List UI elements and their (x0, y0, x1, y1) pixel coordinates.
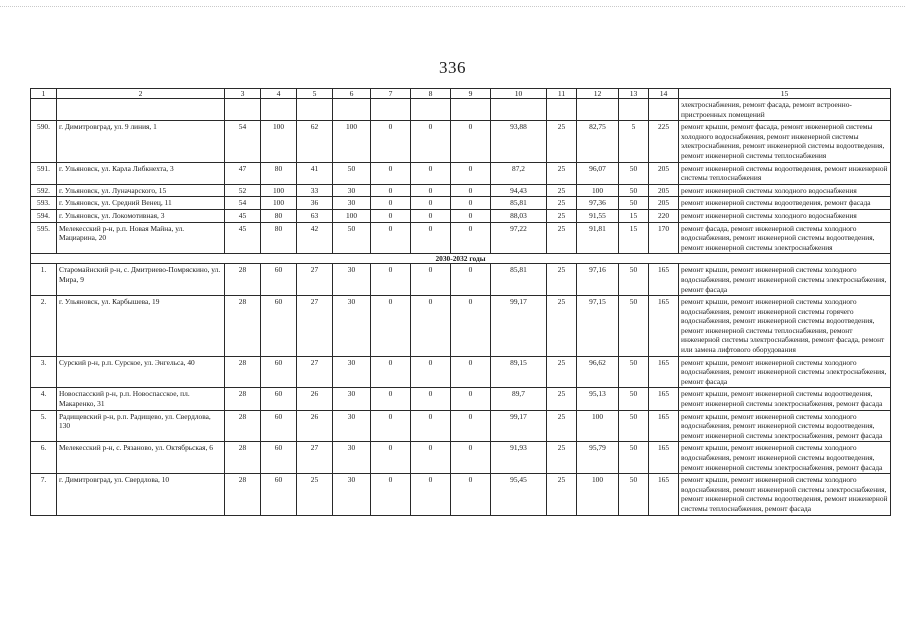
value-cell-v14: 165 (649, 410, 679, 442)
value-cell-v6: 30 (333, 410, 371, 442)
address-cell: Старомайнский р-н, с. Дмитриево-Помряскино, ул. Мира, 9 (57, 264, 225, 296)
table-row (31, 264, 891, 296)
row-number-cell: 592. (31, 184, 57, 197)
value-cell-v14: 165 (649, 474, 679, 515)
value-cell-v5: 42 (297, 222, 333, 254)
table-row (31, 296, 891, 357)
section-row (31, 254, 891, 264)
value-cell-v6: 30 (333, 197, 371, 210)
value-cell-v3: 47 (225, 162, 261, 184)
value-cell-v6: 30 (333, 184, 371, 197)
carry-over-row (31, 99, 891, 121)
value-cell-v11: 25 (547, 410, 577, 442)
column-number-row (31, 89, 891, 99)
value-cell-v4: 100 (261, 184, 297, 197)
value-cell-v12: 91,81 (577, 222, 619, 254)
value-cell-v7: 0 (371, 442, 411, 474)
row-number-cell: 591. (31, 162, 57, 184)
value-cell-v7: 0 (371, 356, 411, 388)
value-cell-v8: 0 (411, 296, 451, 357)
value-cell-v8: 0 (411, 442, 451, 474)
value-cell-v11: 25 (547, 474, 577, 515)
value-cell-v9: 0 (451, 209, 491, 222)
value-cell-v5: 26 (297, 410, 333, 442)
table-row (31, 197, 891, 210)
repair-works-cell: ремонт крыши, ремонт инженерной системы холодного водоснабжения, ремонт инженерной системы электроснабжения, ремонт инженерной системы водоотведения, ремонт инженерной системы теплоснабжения, ремонт фасада (679, 474, 891, 515)
value-cell-v14: 165 (649, 356, 679, 388)
document-sheet (30, 88, 890, 516)
value-cell-v10: 85,81 (491, 264, 547, 296)
value-cell-v4: 100 (261, 121, 297, 162)
value-cell-v6: 30 (333, 296, 371, 357)
column-number: 9 (451, 89, 491, 99)
value-cell-v6: 30 (333, 442, 371, 474)
address-cell: г. Ульяновск, ул. Карла Либкнехта, 3 (57, 162, 225, 184)
address-cell: Радищевский р-н, р.п. Радищево, ул. Свердлова, 130 (57, 410, 225, 442)
row-number-cell: 5. (31, 410, 57, 442)
repair-works-cell: ремонт крыши, ремонт фасада, ремонт инженерной системы холодного водоснабжения, ремонт инженерной системы электроснабжения, ремонт инженерной системы водоотведения, ремонт инженерной системы теплоснабжения (679, 121, 891, 162)
table-row (31, 388, 891, 410)
value-cell-v13: 15 (619, 222, 649, 254)
value-cell-v9: 0 (451, 197, 491, 210)
value-cell-v13: 50 (619, 474, 649, 515)
value-cell-v7: 0 (371, 162, 411, 184)
column-number: 10 (491, 89, 547, 99)
row-number-cell: 590. (31, 121, 57, 162)
value-cell-v8: 0 (411, 356, 451, 388)
value-cell-v14: 165 (649, 442, 679, 474)
value-cell-v8: 0 (411, 162, 451, 184)
row-number-cell: 7. (31, 474, 57, 515)
value-cell-v5: 62 (297, 121, 333, 162)
value-cell-v10: 99,17 (491, 410, 547, 442)
value-cell-v12: 95,13 (577, 388, 619, 410)
value-cell-v8: 0 (411, 197, 451, 210)
column-number: 7 (371, 89, 411, 99)
column-number: 14 (649, 89, 679, 99)
value-cell-v5: 27 (297, 442, 333, 474)
value-cell-v13: 50 (619, 184, 649, 197)
value-cell-v11: 25 (547, 388, 577, 410)
value-cell-v4: 60 (261, 474, 297, 515)
value-cell-v11: 25 (547, 264, 577, 296)
value-cell-v12: 100 (577, 474, 619, 515)
value-cell-v7: 0 (371, 388, 411, 410)
value-cell-v8: 0 (411, 474, 451, 515)
repair-works-cell: ремонт инженерной системы водоотведения, ремонт инженерной системы теплоснабжения (679, 162, 891, 184)
value-cell-v11: 25 (547, 209, 577, 222)
value-cell-v3: 54 (225, 197, 261, 210)
value-cell-v4: 60 (261, 442, 297, 474)
value-cell-v14: 165 (649, 296, 679, 357)
value-cell-v3: 52 (225, 184, 261, 197)
value-cell-v11: 25 (547, 121, 577, 162)
value-cell-v13: 50 (619, 197, 649, 210)
address-cell: Новоспасский р-н, р.п. Новоспасское, пл. Макаренко, 31 (57, 388, 225, 410)
repair-works-cell: ремонт фасада, ремонт инженерной системы холодного водоснабжения, ремонт инженерной системы водоотведения, ремонт инженерной системы электроснабжения (679, 222, 891, 254)
table-row (31, 474, 891, 515)
scan-edge (0, 0, 905, 7)
address-cell: г. Ульяновск, ул. Карбышева, 19 (57, 296, 225, 357)
value-cell-v5: 33 (297, 184, 333, 197)
value-cell-v12: 97,15 (577, 296, 619, 357)
value-cell-v12: 95,79 (577, 442, 619, 474)
value-cell-v8: 0 (411, 388, 451, 410)
column-number: 3 (225, 89, 261, 99)
value-cell-v3: 28 (225, 388, 261, 410)
value-cell-v6: 100 (333, 121, 371, 162)
table-row (31, 356, 891, 388)
value-cell-v3: 28 (225, 410, 261, 442)
value-cell-v9: 0 (451, 296, 491, 357)
value-cell-v9: 0 (451, 388, 491, 410)
value-cell-v14: 165 (649, 264, 679, 296)
value-cell-v13: 50 (619, 296, 649, 357)
table-row (31, 184, 891, 197)
value-cell-v14: 170 (649, 222, 679, 254)
value-cell-v8: 0 (411, 121, 451, 162)
value-cell-v4: 80 (261, 209, 297, 222)
value-cell-v14: 205 (649, 162, 679, 184)
value-cell-v12: 96,07 (577, 162, 619, 184)
value-cell-v5: 26 (297, 388, 333, 410)
value-cell-v3: 28 (225, 442, 261, 474)
table-row (31, 209, 891, 222)
value-cell-v12: 91,55 (577, 209, 619, 222)
value-cell-v10: 89,15 (491, 356, 547, 388)
table-row (31, 121, 891, 162)
value-cell-v10: 91,93 (491, 442, 547, 474)
value-cell-v11: 25 (547, 184, 577, 197)
column-number: 13 (619, 89, 649, 99)
value-cell-v6: 50 (333, 162, 371, 184)
row-number-cell: 3. (31, 356, 57, 388)
value-cell-v3: 28 (225, 356, 261, 388)
value-cell-v4: 60 (261, 388, 297, 410)
value-cell-v3: 28 (225, 264, 261, 296)
value-cell-v7: 0 (371, 474, 411, 515)
value-cell-v8: 0 (411, 184, 451, 197)
value-cell-v13: 50 (619, 162, 649, 184)
address-cell: г. Ульяновск, ул. Средний Венец, 11 (57, 197, 225, 210)
value-cell-v4: 60 (261, 410, 297, 442)
row-number-cell: 1. (31, 264, 57, 296)
value-cell-v10: 99,17 (491, 296, 547, 357)
value-cell-v9: 0 (451, 264, 491, 296)
address-cell: г. Димитровград, ул. Свердлова, 10 (57, 474, 225, 515)
address-cell: Сурский р-н, р.п. Сурское, ул. Энгельса, 40 (57, 356, 225, 388)
address-cell: г. Ульяновск, ул. Луначарского, 15 (57, 184, 225, 197)
column-number: 6 (333, 89, 371, 99)
value-cell-v7: 0 (371, 222, 411, 254)
value-cell-v9: 0 (451, 474, 491, 515)
value-cell-v13: 15 (619, 209, 649, 222)
value-cell-v6: 30 (333, 388, 371, 410)
value-cell-v6: 100 (333, 209, 371, 222)
value-cell-v11: 25 (547, 197, 577, 210)
column-number: 11 (547, 89, 577, 99)
value-cell-v5: 36 (297, 197, 333, 210)
value-cell-v4: 60 (261, 356, 297, 388)
repair-works-cell: ремонт инженерной системы холодного водоснабжения (679, 209, 891, 222)
value-cell-v5: 27 (297, 356, 333, 388)
repair-works-cell: ремонт инженерной системы холодного водоснабжения (679, 184, 891, 197)
value-cell-v6: 30 (333, 356, 371, 388)
value-cell-v13: 5 (619, 121, 649, 162)
value-cell-v10: 94,43 (491, 184, 547, 197)
value-cell-v3: 54 (225, 121, 261, 162)
value-cell-v14: 225 (649, 121, 679, 162)
repair-works-cell: ремонт крыши, ремонт инженерной системы водоотведения, ремонт инженерной системы электроснабжения, ремонт фасада (679, 388, 891, 410)
value-cell-v4: 100 (261, 197, 297, 210)
value-cell-v5: 63 (297, 209, 333, 222)
column-number: 1 (31, 89, 57, 99)
table-row (31, 410, 891, 442)
value-cell-v7: 0 (371, 121, 411, 162)
value-cell-v10: 95,45 (491, 474, 547, 515)
value-cell-v5: 41 (297, 162, 333, 184)
value-cell-v14: 165 (649, 388, 679, 410)
value-cell-v3: 28 (225, 474, 261, 515)
value-cell-v9: 0 (451, 121, 491, 162)
value-cell-v10: 85,81 (491, 197, 547, 210)
value-cell-v3: 45 (225, 222, 261, 254)
row-number-cell: 4. (31, 388, 57, 410)
repair-works-cell: ремонт крыши, ремонт инженерной системы холодного водоснабжения, ремонт инженерной системы горячего водоснабжения, ремонт инженерной системы водоотведения, ремонт инженерной системы теплоснабжения, ремонт инженерной системы электроснабжения, ремонт фасада, ремонт или замена лифтового оборудования (679, 296, 891, 357)
value-cell-v10: 97,22 (491, 222, 547, 254)
value-cell-v12: 96,62 (577, 356, 619, 388)
row-number-cell: 6. (31, 442, 57, 474)
capital-repair-table (30, 88, 891, 516)
column-number: 8 (411, 89, 451, 99)
value-cell-v12: 97,36 (577, 197, 619, 210)
value-cell-v4: 80 (261, 222, 297, 254)
table-row (31, 442, 891, 474)
section-title: 2030-2032 годы (31, 254, 891, 264)
value-cell-v7: 0 (371, 209, 411, 222)
address-cell: Мелекесский р-н, с. Рязаново, ул. Октябрьская, 6 (57, 442, 225, 474)
value-cell-v9: 0 (451, 222, 491, 254)
column-number: 5 (297, 89, 333, 99)
table-row (31, 162, 891, 184)
value-cell-v13: 50 (619, 264, 649, 296)
row-number-cell: 594. (31, 209, 57, 222)
page-number: 336 (439, 58, 466, 77)
repair-works-cell: ремонт крыши, ремонт инженерной системы холодного водоснабжения, ремонт инженерной системы водоотведения, ремонт инженерной системы электроснабжения, ремонт фасада (679, 442, 891, 474)
value-cell-v9: 0 (451, 356, 491, 388)
value-cell-v7: 0 (371, 184, 411, 197)
value-cell-v7: 0 (371, 264, 411, 296)
address-cell: г. Ульяновск, ул. Локомотивная, 3 (57, 209, 225, 222)
value-cell-v14: 220 (649, 209, 679, 222)
value-cell-v6: 30 (333, 474, 371, 515)
repair-works-cell: электроснабжения, ремонт фасада, ремонт встроенно-пристроенных помещений (679, 99, 891, 121)
column-number: 2 (57, 89, 225, 99)
row-number-cell: 593. (31, 197, 57, 210)
row-number-cell: 595. (31, 222, 57, 254)
value-cell-v13: 50 (619, 442, 649, 474)
value-cell-v4: 60 (261, 296, 297, 357)
column-number: 12 (577, 89, 619, 99)
value-cell-v12: 100 (577, 184, 619, 197)
value-cell-v13: 50 (619, 410, 649, 442)
value-cell-v11: 25 (547, 222, 577, 254)
value-cell-v6: 50 (333, 222, 371, 254)
value-cell-v3: 45 (225, 209, 261, 222)
value-cell-v11: 25 (547, 162, 577, 184)
value-cell-v13: 50 (619, 356, 649, 388)
value-cell-v13: 50 (619, 388, 649, 410)
value-cell-v9: 0 (451, 184, 491, 197)
value-cell-v8: 0 (411, 209, 451, 222)
value-cell-v3: 28 (225, 296, 261, 357)
value-cell-v12: 100 (577, 410, 619, 442)
value-cell-v10: 93,88 (491, 121, 547, 162)
repair-works-cell: ремонт крыши, ремонт инженерной системы холодного водоснабжения, ремонт инженерной системы электроснабжения, ремонт фасада (679, 264, 891, 296)
address-cell: Мелекесский р-н, р.п. Новая Майна, ул. Мациарина, 20 (57, 222, 225, 254)
value-cell-v9: 0 (451, 162, 491, 184)
value-cell-v10: 87,2 (491, 162, 547, 184)
value-cell-v10: 88,03 (491, 209, 547, 222)
value-cell-v14: 205 (649, 184, 679, 197)
column-number: 4 (261, 89, 297, 99)
address-cell: г. Димитровград, ул. 9 линия, 1 (57, 121, 225, 162)
value-cell-v8: 0 (411, 410, 451, 442)
value-cell-v9: 0 (451, 442, 491, 474)
value-cell-v12: 97,16 (577, 264, 619, 296)
value-cell-v7: 0 (371, 296, 411, 357)
repair-works-cell: ремонт инженерной системы водоотведения, ремонт фасада (679, 197, 891, 210)
value-cell-v7: 0 (371, 197, 411, 210)
value-cell-v12: 82,75 (577, 121, 619, 162)
value-cell-v4: 60 (261, 264, 297, 296)
value-cell-v11: 25 (547, 442, 577, 474)
value-cell-v11: 25 (547, 356, 577, 388)
value-cell-v4: 80 (261, 162, 297, 184)
row-number-cell: 2. (31, 296, 57, 357)
value-cell-v9: 0 (451, 410, 491, 442)
repair-works-cell: ремонт крыши, ремонт инженерной системы холодного водоснабжения, ремонт инженерной системы электроснабжения, ремонт фасада (679, 356, 891, 388)
value-cell-v7: 0 (371, 410, 411, 442)
value-cell-v5: 25 (297, 474, 333, 515)
value-cell-v5: 27 (297, 296, 333, 357)
value-cell-v8: 0 (411, 222, 451, 254)
value-cell-v10: 89,7 (491, 388, 547, 410)
column-number: 15 (679, 89, 891, 99)
value-cell-v14: 205 (649, 197, 679, 210)
value-cell-v5: 27 (297, 264, 333, 296)
table-row (31, 222, 891, 254)
value-cell-v8: 0 (411, 264, 451, 296)
value-cell-v11: 25 (547, 296, 577, 357)
repair-works-cell: ремонт крыши, ремонт инженерной системы холодного водоснабжения, ремонт инженерной системы водоотведения, ремонт инженерной системы электроснабжения, ремонт фасада (679, 410, 891, 442)
value-cell-v6: 30 (333, 264, 371, 296)
